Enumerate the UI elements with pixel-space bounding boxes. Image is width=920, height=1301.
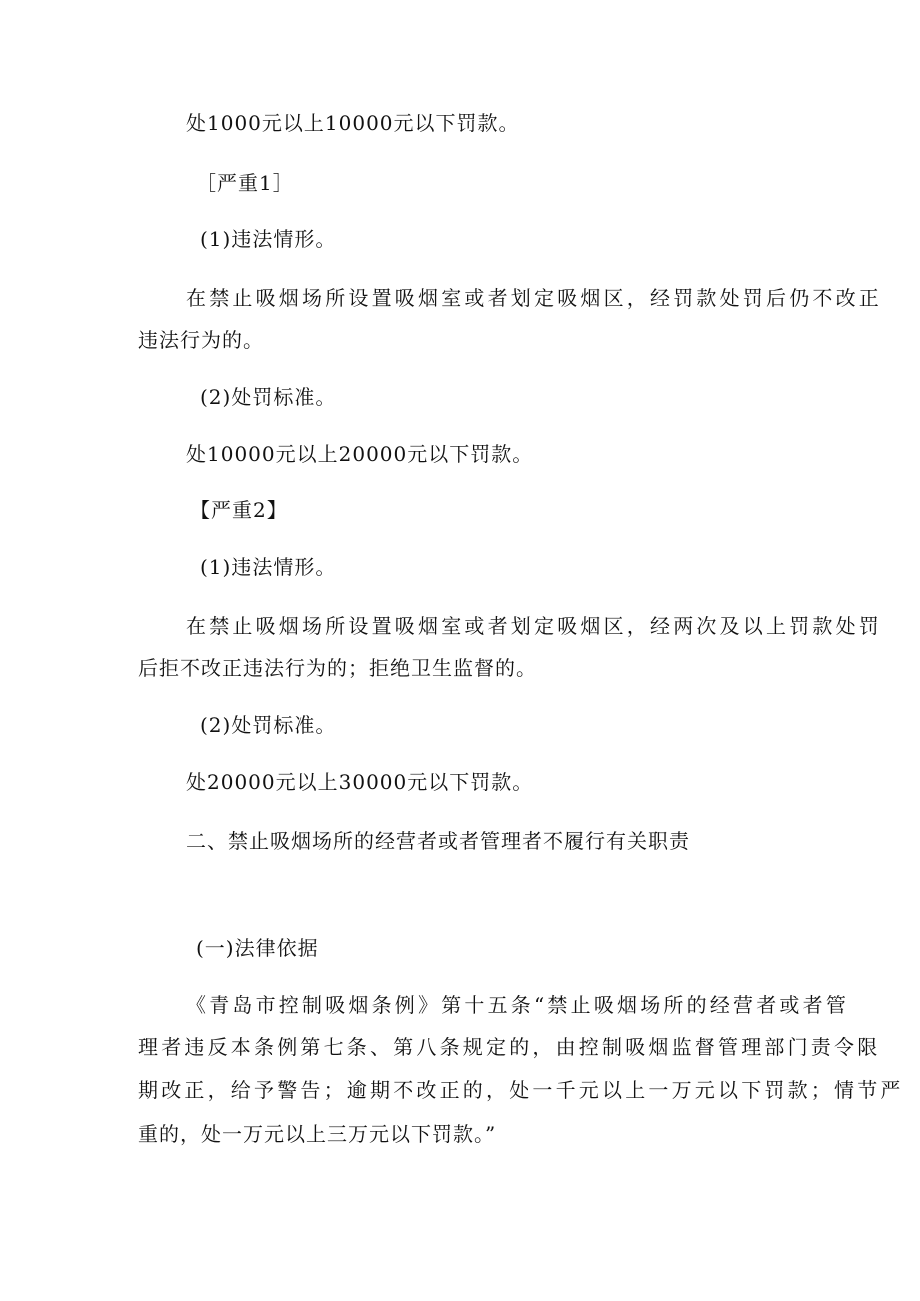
paragraph-line: 《青岛市控制吸烟条例》第十五条“禁止吸烟场所的经营者或者管 bbox=[186, 993, 850, 1017]
paragraph-line: 在禁止吸烟场所设置吸烟室或者划定吸烟区，经两次及以上罚款处罚 bbox=[186, 614, 882, 638]
severity-heading: 【严重2】 bbox=[190, 498, 288, 522]
penalty-text: 处1000元以上10000元以下罚款。 bbox=[186, 111, 520, 135]
subheading: (一)法律依据 bbox=[196, 936, 319, 960]
subheading: (2)处罚标准。 bbox=[200, 385, 337, 409]
paragraph-line: 在禁止吸烟场所设置吸烟室或者划定吸烟区，经罚款处罚后仍不改正 bbox=[186, 286, 882, 310]
penalty-text: 处20000元以上30000元以下罚款。 bbox=[186, 770, 534, 794]
paragraph-line: 后拒不改正违法行为的；拒绝卫生监督的。 bbox=[138, 656, 537, 680]
paragraph-line: 重的，处一万元以上三万元以下罚款。” bbox=[138, 1122, 497, 1146]
paragraph-line: 理者违反本条例第七条、第八条规定的，由控制吸烟监督管理部门责令限 bbox=[138, 1035, 881, 1059]
subheading: (1)违法情形。 bbox=[200, 555, 337, 579]
subheading: (1)违法情形。 bbox=[200, 227, 337, 251]
penalty-text: 处10000元以上20000元以下罚款。 bbox=[186, 442, 534, 466]
paragraph-line: 期改正，给予警告；逾期不改正的，处一千元以上一万元以下罚款；情节严 bbox=[138, 1078, 904, 1102]
severity-heading: ［严重1］ bbox=[196, 171, 294, 195]
paragraph-line: 违法行为的。 bbox=[138, 328, 264, 352]
section-heading: 二、禁止吸烟场所的经营者或者管理者不履行有关职责 bbox=[186, 829, 690, 853]
subheading: (2)处罚标准。 bbox=[200, 713, 337, 737]
